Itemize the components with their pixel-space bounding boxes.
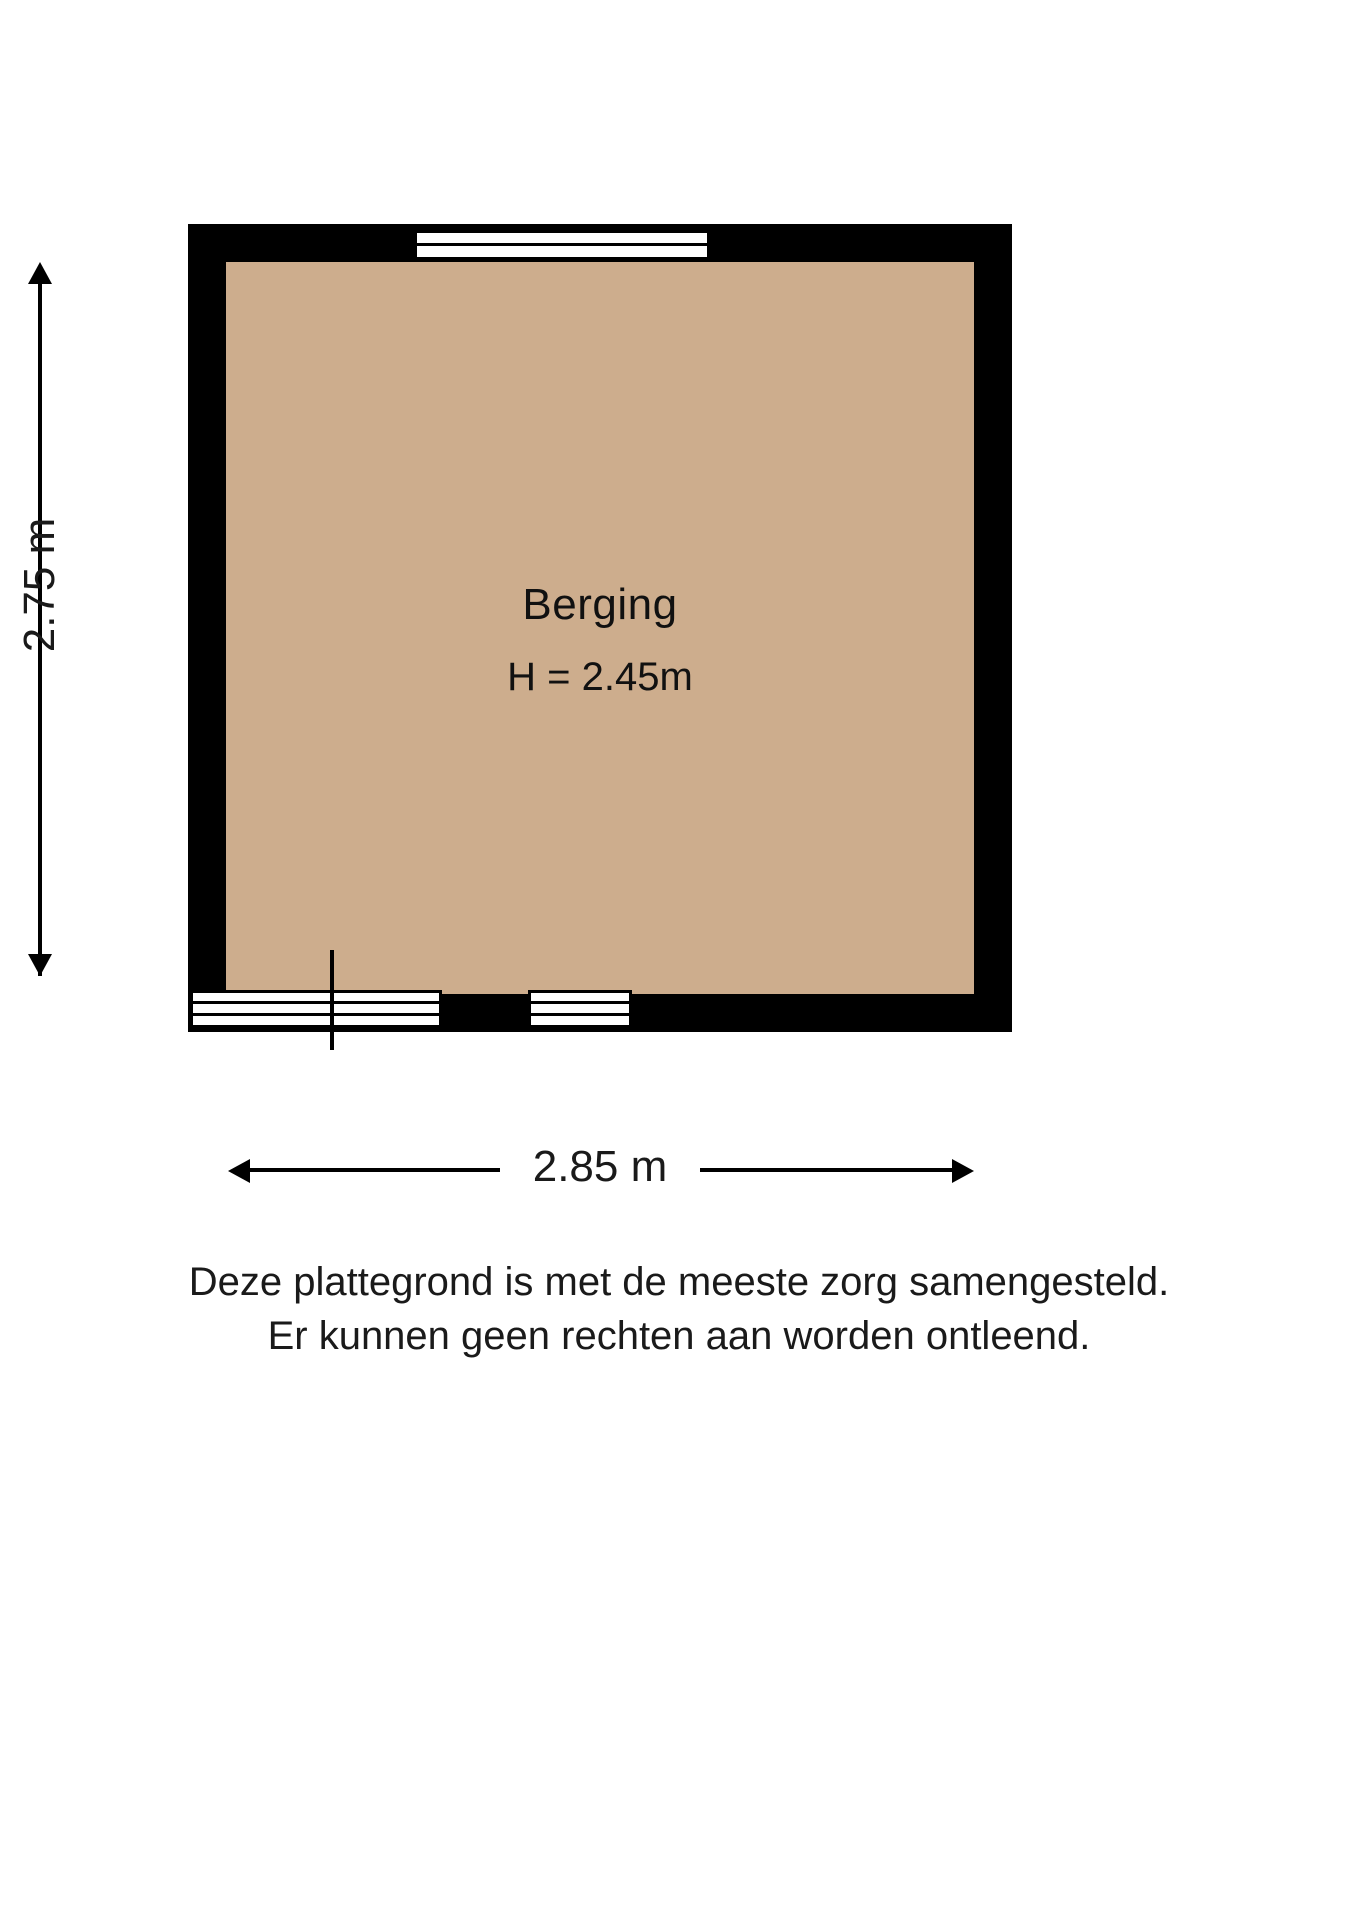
dimension-line-horizontal-left: [248, 1168, 500, 1172]
window-pane-line: [190, 1001, 442, 1004]
window-top-icon: [414, 230, 710, 260]
dimension-line-horizontal-right: [700, 1168, 956, 1172]
window-edge-right: [439, 990, 442, 1028]
window-pane-line: [190, 1013, 442, 1016]
dimension-label-horizontal: 2.85 m: [532, 1142, 668, 1191]
door-leaf-icon: [330, 950, 334, 1050]
window-bottom-left-icon: [190, 990, 442, 1028]
window-edge-right: [629, 990, 632, 1028]
window-pane-line: [190, 990, 442, 993]
window-pane-line: [414, 243, 710, 246]
window-pane-line: [528, 990, 632, 993]
disclaimer-line-2: Er kunnen geen rechten aan worden ontleend.: [267, 1314, 1091, 1358]
window-pane-line: [414, 257, 710, 260]
arrow-up-icon: [28, 262, 52, 284]
arrow-down-icon: [28, 954, 52, 976]
room-height-label: H = 2.45m: [507, 655, 693, 699]
window-edge-left: [528, 990, 531, 1028]
window-pane-line: [528, 1001, 632, 1004]
window-pane-line: [414, 230, 710, 233]
window-pane-line: [190, 1025, 442, 1028]
disclaimer-line-1: Deze plattegrond is met de meeste zorg samengesteld.: [188, 1260, 1170, 1304]
window-bottom-right-icon: [528, 990, 632, 1028]
window-pane-line: [528, 1025, 632, 1028]
arrow-left-icon: [228, 1159, 250, 1183]
room-name-label: Berging: [522, 580, 678, 629]
arrow-right-icon: [952, 1159, 974, 1183]
window-pane-line: [528, 1013, 632, 1016]
disclaimer-text: [0, 1255, 1358, 1363]
dimension-label-vertical: 2.75 m: [15, 517, 64, 653]
window-edge-left: [190, 990, 193, 1028]
